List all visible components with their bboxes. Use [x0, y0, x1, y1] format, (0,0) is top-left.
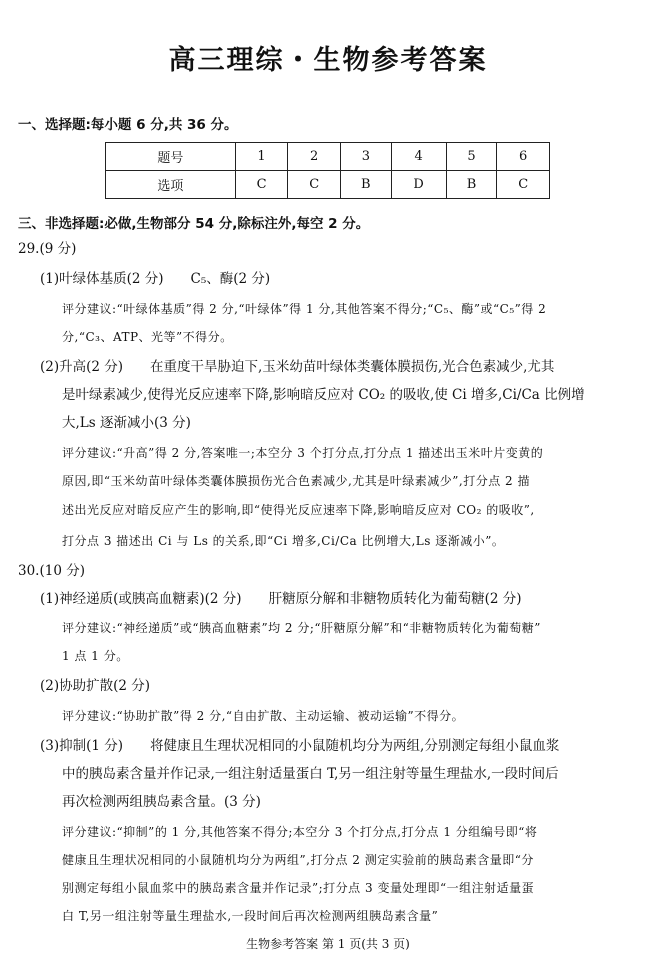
page-title: 高三理综・生物参考答案	[168, 45, 488, 76]
grading-note: 评分建议:“升高”得 2 分,答案唯一;本空分 3 个打分点,打分点 1 描述出玉米叶片变黄的	[62, 446, 544, 460]
answer-line: (1)叶绿体基质(2 分) C₅、酶(2 分)	[40, 271, 271, 287]
table-cell: C	[497, 171, 550, 199]
answer-line: (3)抑制(1 分) 将健康且生理状况相同的小鼠随机均分为两组,分别测定每组小鼠血浆	[40, 738, 560, 754]
table-cell: 4	[391, 143, 446, 171]
grading-note: 评分建议:“叶绿体基质”得 2 分,“叶绿体”得 1 分,其他答案不得分;“C₅、酶”或“C₅”得 2	[62, 302, 547, 316]
section-1-heading: 一、选择题:每小题 6 分,共 36 分。	[18, 117, 238, 133]
table-cell: 5	[446, 143, 497, 171]
table-cell: C	[288, 171, 341, 199]
answer-table	[105, 142, 550, 199]
table-cell: C	[235, 171, 288, 199]
table-cell: 3	[340, 143, 391, 171]
grading-note: 评分建议:“抑制”的 1 分,其他答案不得分;本空分 3 个打分点,打分点 1 分组编号即“将	[62, 825, 538, 839]
grading-note: 别测定每组小鼠血浆中的胰岛素含量并作记录”;打分点 3 变量处理即“一组注射适量蛋	[62, 881, 535, 895]
table-cell: 6	[497, 143, 550, 171]
page-footer: 生物参考答案 第 1 页(共 3 页)	[246, 937, 410, 951]
table-cell: D	[391, 171, 446, 199]
answer-line: 大,Ls 逐渐减小(3 分)	[62, 415, 191, 431]
answer-line: 是叶绿素减少,使得光反应速率下降,影响暗反应对 CO₂ 的吸收,使 Ci 增多,Ci/Ca 比例增	[62, 387, 585, 403]
answer-line: (2)升高(2 分) 在重度干旱胁迫下,玉米幼苗叶绿体类囊体膜损伤,光合色素减少,尤其	[40, 359, 555, 375]
grading-note: 述出光反应对暗反应产生的影响,即“使得光反应速率下降,影响暗反应对 CO₂ 的吸收”,	[62, 503, 535, 517]
grading-note: 1 点 1 分。	[62, 649, 129, 663]
grading-note: 评分建议:“神经递质”或“胰高血糖素”均 2 分;“肝糖原分解”和“非糖物质转化为葡萄糖”	[62, 621, 541, 635]
section-3-heading: 三、非选择题:必做,生物部分 54 分,除标注外,每空 2 分。	[18, 216, 370, 232]
table-header-cell: 题号	[106, 143, 236, 171]
table-row-numbers	[106, 143, 550, 171]
table-cell: 2	[288, 143, 341, 171]
question-30-heading: 30.(10 分)	[18, 563, 85, 579]
answer-line: 再次检测两组胰岛素含量。(3 分)	[62, 794, 261, 810]
grading-note: 评分建议:“协助扩散”得 2 分,“自由扩散、主动运输、被动运输”不得分。	[62, 709, 465, 723]
table-row-answers	[106, 171, 550, 199]
answer-line: (2)协助扩散(2 分)	[40, 678, 151, 694]
table-cell: B	[446, 171, 497, 199]
grading-note: 打分点 3 描述出 Ci 与 Ls 的关系,即“Ci 增多,Ci/Ca 比例增大,Ls 逐渐减小”。	[62, 534, 505, 548]
grading-note: 白 T,另一组注射等量生理盐水,一段时间后再次检测两组胰岛素含量”	[62, 909, 439, 923]
answer-line: 中的胰岛素含量并作记录,一组注射适量蛋白 T,另一组注射等量生理盐水,一段时间后	[62, 766, 559, 782]
grading-note: 原因,即“玉米幼苗叶绿体类囊体膜损伤光合色素减少,尤其是叶绿素减少”,打分点 2 描	[62, 474, 530, 488]
table-cell: 1	[235, 143, 288, 171]
grading-note: 分,“C₃、ATP、光等”不得分。	[62, 330, 233, 344]
table-header-cell: 选项	[106, 171, 236, 199]
answer-line: (1)神经递质(或胰高血糖素)(2 分) 肝糖原分解和非糖物质转化为葡萄糖(2 分)	[40, 591, 522, 607]
grading-note: 健康且生理状况相同的小鼠随机均分为两组”,打分点 2 测定实验前的胰岛素含量即“分	[62, 853, 534, 867]
question-29-heading: 29.(9 分)	[18, 241, 77, 257]
table-cell: B	[340, 171, 391, 199]
